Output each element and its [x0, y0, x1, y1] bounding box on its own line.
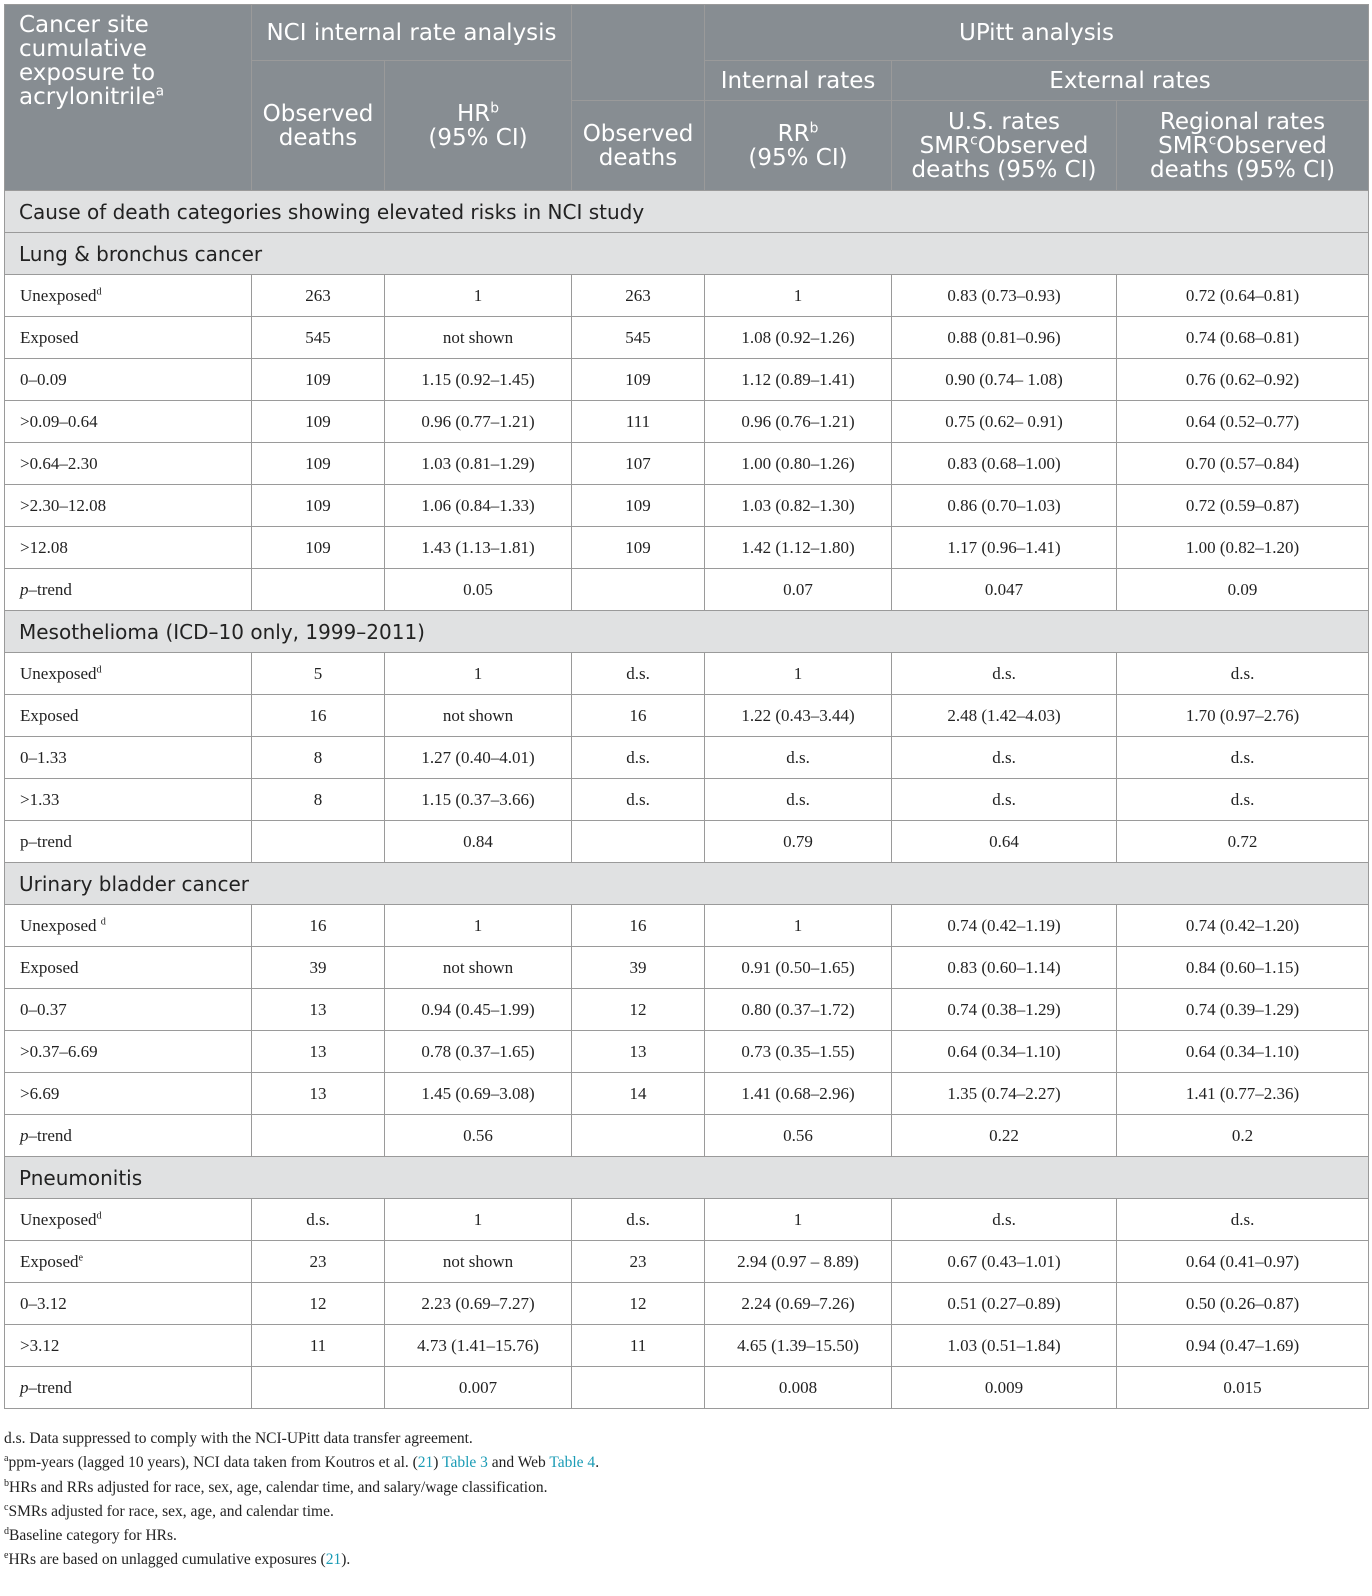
- rr-cell: 0.73 (0.35–1.55): [705, 1031, 892, 1073]
- regional-smr-cell: d.s.: [1117, 737, 1369, 779]
- category-row: [5, 191, 1369, 233]
- nci-observed-deaths-cell: 109: [252, 443, 385, 485]
- nci-observed-deaths-cell: 13: [252, 1073, 385, 1115]
- row-label: [5, 317, 252, 359]
- footnote: [4, 1476, 1368, 1500]
- rr-cell: 1.12 (0.89–1.41): [705, 359, 892, 401]
- rr-cell: 1.41 (0.68–2.96): [705, 1073, 892, 1115]
- row-label-text: 0–3.12: [20, 1293, 67, 1313]
- row-label-footnote-mark: d: [100, 915, 106, 927]
- table-row: [5, 989, 1369, 1031]
- regional-smr-cell: 0.64 (0.34–1.10): [1117, 1031, 1369, 1073]
- footnote: [4, 1524, 1368, 1548]
- hr-cell: 1.06 (0.84–1.33): [385, 485, 572, 527]
- us-smr-cell: d.s.: [892, 779, 1117, 821]
- upitt-observed-deaths-cell: 109: [572, 359, 705, 401]
- reference-link[interactable]: 21: [325, 1551, 342, 1569]
- header-nci-observed-deaths: Observed deaths: [252, 61, 385, 191]
- us-smr-cell: 0.75 (0.62– 0.91): [892, 401, 1117, 443]
- us-smr-cell: d.s.: [892, 653, 1117, 695]
- row-label-italic: p: [20, 579, 29, 599]
- rr-cell: 1.22 (0.43–3.44): [705, 695, 892, 737]
- us-smr-cell: 1.17 (0.96–1.41): [892, 527, 1117, 569]
- us-smr-cell: 0.64 (0.34–1.10): [892, 1031, 1117, 1073]
- nci-observed-deaths-cell: 263: [252, 275, 385, 317]
- section-header-row: [5, 233, 1369, 275]
- footnote-text: Baseline category for HRs.: [9, 1527, 177, 1545]
- row-label-text: 0–0.09: [20, 369, 67, 389]
- nci-observed-deaths-cell: 16: [252, 695, 385, 737]
- upitt-observed-deaths-cell: 16: [572, 695, 705, 737]
- row-label: [5, 695, 252, 737]
- row-label-footnote-mark: d: [96, 663, 102, 675]
- us-smr-cell: 0.67 (0.43–1.01): [892, 1241, 1117, 1283]
- row-label: [5, 989, 252, 1031]
- row-label: [5, 779, 252, 821]
- footnote-text: ).: [341, 1551, 351, 1569]
- us-smr-cell: 0.90 (0.74– 1.08): [892, 359, 1117, 401]
- us-smr-cell: 1.35 (0.74–2.27): [892, 1073, 1117, 1115]
- row-label: [5, 527, 252, 569]
- rr-cell: d.s.: [705, 779, 892, 821]
- hr-cell: 1.43 (1.13–1.81): [385, 527, 572, 569]
- regional-smr-cell: 0.72: [1117, 821, 1369, 863]
- row-label-text: >0.37–6.69: [20, 1041, 98, 1061]
- row-label-text: >1.33: [20, 789, 60, 809]
- rr-cell: 2.94 (0.97 – 8.89): [705, 1241, 892, 1283]
- hr-cell: 1.03 (0.81–1.29): [385, 443, 572, 485]
- table-row: [5, 1241, 1369, 1283]
- regional-smr-cell: 0.64 (0.41–0.97): [1117, 1241, 1369, 1283]
- row-label: [5, 485, 252, 527]
- row-label-text: >12.08: [20, 537, 68, 557]
- table-body: [5, 191, 1369, 1409]
- row-label: [5, 1283, 252, 1325]
- upitt-observed-deaths-cell: 12: [572, 1283, 705, 1325]
- regional-smr-cell: 0.09: [1117, 569, 1369, 611]
- table-row: [5, 1325, 1369, 1367]
- nci-observed-deaths-cell: [252, 1367, 385, 1409]
- section-title: Mesothelioma (ICD–10 only, 1999–2011): [5, 611, 1369, 653]
- row-label-footnote-mark: e: [78, 1251, 84, 1263]
- regional-smr-cell: d.s.: [1117, 1199, 1369, 1241]
- nci-observed-deaths-cell: 109: [252, 401, 385, 443]
- regional-smr-cell: 0.74 (0.42–1.20): [1117, 905, 1369, 947]
- hr-cell: 0.94 (0.45–1.99): [385, 989, 572, 1031]
- table-row: [5, 1367, 1369, 1409]
- upitt-observed-deaths-cell: d.s.: [572, 779, 705, 821]
- rr-cell: 1: [705, 1199, 892, 1241]
- regional-smr-cell: 0.84 (0.60–1.15): [1117, 947, 1369, 989]
- footnote-mark: d: [4, 1526, 10, 1538]
- header-regional-rates: Regional rates SMR$^c$Observed deaths (95% CI): [1117, 101, 1369, 191]
- upitt-observed-deaths-cell: 107: [572, 443, 705, 485]
- table-row: [5, 1031, 1369, 1073]
- hr-cell: 1: [385, 653, 572, 695]
- upitt-observed-deaths-cell: 11: [572, 1325, 705, 1367]
- table-row: [5, 275, 1369, 317]
- upitt-observed-deaths-cell: 14: [572, 1073, 705, 1115]
- nci-observed-deaths-cell: 109: [252, 359, 385, 401]
- row-label: [5, 1031, 252, 1073]
- regional-smr-cell: 0.76 (0.62–0.92): [1117, 359, 1369, 401]
- row-label: [5, 1367, 252, 1409]
- footnote-text: ppm-years (lagged 10 years), NCI data taken from Koutros et al. (: [8, 1454, 418, 1472]
- upitt-observed-deaths-cell: 109: [572, 527, 705, 569]
- us-smr-cell: 0.047: [892, 569, 1117, 611]
- row-label: [5, 737, 252, 779]
- us-smr-cell: 0.64: [892, 821, 1117, 863]
- upitt-observed-deaths-cell: 111: [572, 401, 705, 443]
- hr-cell: 2.23 (0.69–7.27): [385, 1283, 572, 1325]
- upitt-observed-deaths-cell: [572, 821, 705, 863]
- regional-smr-cell: 0.70 (0.57–0.84): [1117, 443, 1369, 485]
- row-label-text: Exposed: [20, 1251, 79, 1271]
- upitt-observed-deaths-cell: 545: [572, 317, 705, 359]
- nci-observed-deaths-cell: 13: [252, 989, 385, 1031]
- row-label: [5, 947, 252, 989]
- footnote: [4, 1500, 1368, 1524]
- hr-cell: 1: [385, 1199, 572, 1241]
- row-label-text: Exposed: [20, 327, 79, 347]
- us-smr-cell: 2.48 (1.42–4.03): [892, 695, 1117, 737]
- section-title: Urinary bladder cancer: [5, 863, 1369, 905]
- nci-observed-deaths-cell: 109: [252, 527, 385, 569]
- row-label-text: >6.69: [20, 1083, 60, 1103]
- regional-smr-cell: 0.74 (0.39–1.29): [1117, 989, 1369, 1031]
- us-smr-cell: 0.83 (0.73–0.93): [892, 275, 1117, 317]
- table-row: [5, 1115, 1369, 1157]
- rr-cell: 0.80 (0.37–1.72): [705, 989, 892, 1031]
- us-smr-cell: d.s.: [892, 737, 1117, 779]
- table-row: [5, 737, 1369, 779]
- us-smr-cell: 0.74 (0.42–1.19): [892, 905, 1117, 947]
- row-label: [5, 821, 252, 863]
- rr-cell: 0.07: [705, 569, 892, 611]
- us-smr-cell: 0.009: [892, 1367, 1117, 1409]
- upitt-observed-deaths-cell: 39: [572, 947, 705, 989]
- upitt-observed-deaths-cell: 23: [572, 1241, 705, 1283]
- footnote-text: ): [433, 1454, 443, 1472]
- row-label-italic: p: [20, 1377, 29, 1397]
- nci-observed-deaths-cell: 8: [252, 779, 385, 821]
- us-smr-cell: 0.83 (0.68–1.00): [892, 443, 1117, 485]
- table-row: [5, 569, 1369, 611]
- footnote-text: HRs and RRs adjusted for race, sex, age, calendar time, and salary/wage classification.: [9, 1478, 548, 1496]
- row-label: [5, 653, 252, 695]
- category-label: Cause of death categories showing elevated risks in NCI study: [5, 191, 1369, 233]
- row-label-footnote-mark: d: [96, 1209, 102, 1221]
- row-label-text: >3.12: [20, 1335, 60, 1355]
- row-label: [5, 1115, 252, 1157]
- header-external-rates: External rates: [892, 61, 1369, 101]
- regional-smr-cell: 1.70 (0.97–2.76): [1117, 695, 1369, 737]
- footnote-mark: e: [4, 1550, 9, 1562]
- footnote-text: .: [595, 1454, 600, 1472]
- header-upitt-group: UPitt analysis: [705, 5, 1369, 61]
- row-label-text: >2.30–12.08: [20, 495, 107, 515]
- rr-cell: 0.008: [705, 1367, 892, 1409]
- row-label-text: 0–1.33: [20, 747, 67, 767]
- hr-cell: 0.05: [385, 569, 572, 611]
- rr-cell: 1.00 (0.80–1.26): [705, 443, 892, 485]
- footnote-text: and Web: [487, 1454, 550, 1472]
- upitt-observed-deaths-cell: d.s.: [572, 653, 705, 695]
- rr-cell: 1.42 (1.12–1.80): [705, 527, 892, 569]
- nci-observed-deaths-cell: 8: [252, 737, 385, 779]
- upitt-observed-deaths-cell: 109: [572, 485, 705, 527]
- footnote-mark: b: [4, 1477, 10, 1489]
- header-rr: $RR^b$ (95% CI): [705, 101, 892, 191]
- nci-observed-deaths-cell: 12: [252, 1283, 385, 1325]
- header-nci-group: NCI internal rate analysis: [252, 5, 572, 61]
- rr-cell: 0.91 (0.50–1.65): [705, 947, 892, 989]
- row-label: [5, 1241, 252, 1283]
- row-label: [5, 1073, 252, 1115]
- regional-smr-cell: d.s.: [1117, 653, 1369, 695]
- table-row: [5, 1073, 1369, 1115]
- footnotes: [4, 1427, 1368, 1573]
- header-cancer-site: Cancer site cumulative exposure to acrylonitrile$^a$: [5, 5, 252, 191]
- us-smr-cell: d.s.: [892, 1199, 1117, 1241]
- row-label-text: >0.09–0.64: [20, 411, 98, 431]
- row-label-text: Exposed: [20, 705, 79, 725]
- header-us-rates: U.S. rates SMR$^c$Observed deaths (95% CI): [892, 101, 1117, 191]
- nci-observed-deaths-cell: 23: [252, 1241, 385, 1283]
- regional-smr-cell: 0.72 (0.64–0.81): [1117, 275, 1369, 317]
- rr-cell: 0.96 (0.76–1.21): [705, 401, 892, 443]
- us-smr-cell: 1.03 (0.51–1.84): [892, 1325, 1117, 1367]
- hr-cell: 1: [385, 905, 572, 947]
- regional-smr-cell: 0.94 (0.47–1.69): [1117, 1325, 1369, 1367]
- section-header-row: [5, 863, 1369, 905]
- nci-observed-deaths-cell: 39: [252, 947, 385, 989]
- reference-link[interactable]: Table 4: [549, 1454, 596, 1472]
- section-title: Lung & bronchus cancer: [5, 233, 1369, 275]
- table-row: [5, 947, 1369, 989]
- header-internal-rates: Internal rates: [705, 61, 892, 101]
- rr-cell: d.s.: [705, 737, 892, 779]
- us-smr-cell: 0.86 (0.70–1.03): [892, 485, 1117, 527]
- footnote-mark: c: [4, 1501, 9, 1513]
- row-label-text: >0.64–2.30: [20, 453, 98, 473]
- hr-cell: 1.15 (0.92–1.45): [385, 359, 572, 401]
- table-row: [5, 821, 1369, 863]
- rr-cell: 1: [705, 905, 892, 947]
- row-label-text: –trend: [28, 1125, 72, 1145]
- regional-smr-cell: 1.41 (0.77–2.36): [1117, 1073, 1369, 1115]
- hr-cell: 0.78 (0.37–1.65): [385, 1031, 572, 1073]
- row-label-text: –trend: [28, 579, 72, 599]
- table-row: [5, 317, 1369, 359]
- row-label-text: Unexposed: [20, 663, 97, 683]
- table-row: [5, 695, 1369, 737]
- nci-observed-deaths-cell: 13: [252, 1031, 385, 1073]
- footnote: [4, 1427, 1368, 1451]
- regional-smr-cell: 0.50 (0.26–0.87): [1117, 1283, 1369, 1325]
- nci-observed-deaths-cell: 16: [252, 905, 385, 947]
- hr-cell: 4.73 (1.41–15.76): [385, 1325, 572, 1367]
- us-smr-cell: 0.51 (0.27–0.89): [892, 1283, 1117, 1325]
- us-smr-cell: 0.74 (0.38–1.29): [892, 989, 1117, 1031]
- footnote-text: SMRs adjusted for race, sex, age, and calendar time.: [8, 1502, 334, 1520]
- upitt-observed-deaths-cell: [572, 1367, 705, 1409]
- rr-cell: 1: [705, 275, 892, 317]
- upitt-observed-deaths-cell: d.s.: [572, 737, 705, 779]
- nci-observed-deaths-cell: [252, 821, 385, 863]
- row-label-text: Exposed: [20, 957, 79, 977]
- hr-cell: 1.15 (0.37–3.66): [385, 779, 572, 821]
- hr-cell: 0.84: [385, 821, 572, 863]
- row-label-text: –trend: [28, 1377, 72, 1397]
- footnote: [4, 1451, 1368, 1475]
- upitt-observed-deaths-cell: 16: [572, 905, 705, 947]
- row-label-text: 0–0.37: [20, 999, 67, 1019]
- hr-cell: not shown: [385, 1241, 572, 1283]
- nci-observed-deaths-cell: 545: [252, 317, 385, 359]
- us-smr-cell: 0.88 (0.81–0.96): [892, 317, 1117, 359]
- table-row: [5, 1283, 1369, 1325]
- table-row: [5, 527, 1369, 569]
- rr-cell: 0.79: [705, 821, 892, 863]
- hr-cell: 0.007: [385, 1367, 572, 1409]
- table-row: [5, 443, 1369, 485]
- hr-cell: not shown: [385, 947, 572, 989]
- rr-cell: 1.08 (0.92–1.26): [705, 317, 892, 359]
- table-row: [5, 485, 1369, 527]
- regional-smr-cell: 1.00 (0.82–1.20): [1117, 527, 1369, 569]
- hr-cell: not shown: [385, 317, 572, 359]
- rr-cell: 4.65 (1.39–15.50): [705, 1325, 892, 1367]
- row-label: [5, 1325, 252, 1367]
- upitt-observed-deaths-cell: 12: [572, 989, 705, 1031]
- row-label-text: Unexposed: [20, 915, 101, 935]
- reference-link[interactable]: Table 3: [442, 1454, 488, 1472]
- header-upitt-observed-deaths: Observed deaths: [572, 101, 705, 191]
- hr-cell: 0.96 (0.77–1.21): [385, 401, 572, 443]
- regional-smr-cell: 0.2: [1117, 1115, 1369, 1157]
- row-label: [5, 569, 252, 611]
- nci-observed-deaths-cell: [252, 1115, 385, 1157]
- table-row: [5, 779, 1369, 821]
- table-header: [5, 5, 1369, 191]
- regional-smr-cell: 0.64 (0.52–0.77): [1117, 401, 1369, 443]
- table-row: [5, 1199, 1369, 1241]
- row-label: [5, 443, 252, 485]
- hr-cell: 1.45 (0.69–3.08): [385, 1073, 572, 1115]
- data-table: [4, 4, 1369, 1409]
- rr-cell: 0.56: [705, 1115, 892, 1157]
- reference-link[interactable]: 21: [417, 1454, 434, 1472]
- upitt-observed-deaths-cell: [572, 569, 705, 611]
- row-label: [5, 905, 252, 947]
- row-label-footnote-mark: d: [96, 285, 102, 297]
- footnote: [4, 1548, 1368, 1572]
- regional-smr-cell: 0.015: [1117, 1367, 1369, 1409]
- nci-observed-deaths-cell: [252, 569, 385, 611]
- row-label: [5, 1199, 252, 1241]
- upitt-observed-deaths-cell: 13: [572, 1031, 705, 1073]
- row-label-text: p–trend: [20, 831, 72, 851]
- upitt-observed-deaths-cell: [572, 1115, 705, 1157]
- footnote-text: HRs are based on unlagged cumulative exposures (: [8, 1551, 326, 1569]
- row-label: [5, 401, 252, 443]
- upitt-observed-deaths-cell: d.s.: [572, 1199, 705, 1241]
- header-upitt-spacer: [572, 5, 705, 101]
- upitt-observed-deaths-cell: 263: [572, 275, 705, 317]
- hr-cell: 0.56: [385, 1115, 572, 1157]
- table-row: [5, 359, 1369, 401]
- nci-observed-deaths-cell: 5: [252, 653, 385, 695]
- rr-cell: 1.03 (0.82–1.30): [705, 485, 892, 527]
- nci-observed-deaths-cell: 109: [252, 485, 385, 527]
- table-row: [5, 401, 1369, 443]
- nci-observed-deaths-cell: 11: [252, 1325, 385, 1367]
- rr-cell: 2.24 (0.69–7.26): [705, 1283, 892, 1325]
- row-label-text: Unexposed: [20, 285, 97, 305]
- section-header-row: [5, 611, 1369, 653]
- table-row: [5, 653, 1369, 695]
- regional-smr-cell: d.s.: [1117, 779, 1369, 821]
- footnote-text: d.s. Data suppressed to comply with the NCI-UPitt data transfer agreement.: [4, 1430, 473, 1447]
- us-smr-cell: 0.22: [892, 1115, 1117, 1157]
- footnote-mark: a: [4, 1453, 9, 1465]
- table-row: [5, 905, 1369, 947]
- us-smr-cell: 0.83 (0.60–1.14): [892, 947, 1117, 989]
- hr-cell: 1: [385, 275, 572, 317]
- row-label: [5, 275, 252, 317]
- nci-observed-deaths-cell: d.s.: [252, 1199, 385, 1241]
- section-title: Pneumonitis: [5, 1157, 1369, 1199]
- header-hr: $HR^b$ (95% CI): [385, 61, 572, 191]
- section-header-row: [5, 1157, 1369, 1199]
- row-label: [5, 359, 252, 401]
- regional-smr-cell: 0.74 (0.68–0.81): [1117, 317, 1369, 359]
- row-label-text: Unexposed: [20, 1209, 97, 1229]
- regional-smr-cell: 0.72 (0.59–0.87): [1117, 485, 1369, 527]
- hr-cell: not shown: [385, 695, 572, 737]
- rr-cell: 1: [705, 653, 892, 695]
- hr-cell: 1.27 (0.40–4.01): [385, 737, 572, 779]
- row-label-italic: p: [20, 1125, 29, 1145]
